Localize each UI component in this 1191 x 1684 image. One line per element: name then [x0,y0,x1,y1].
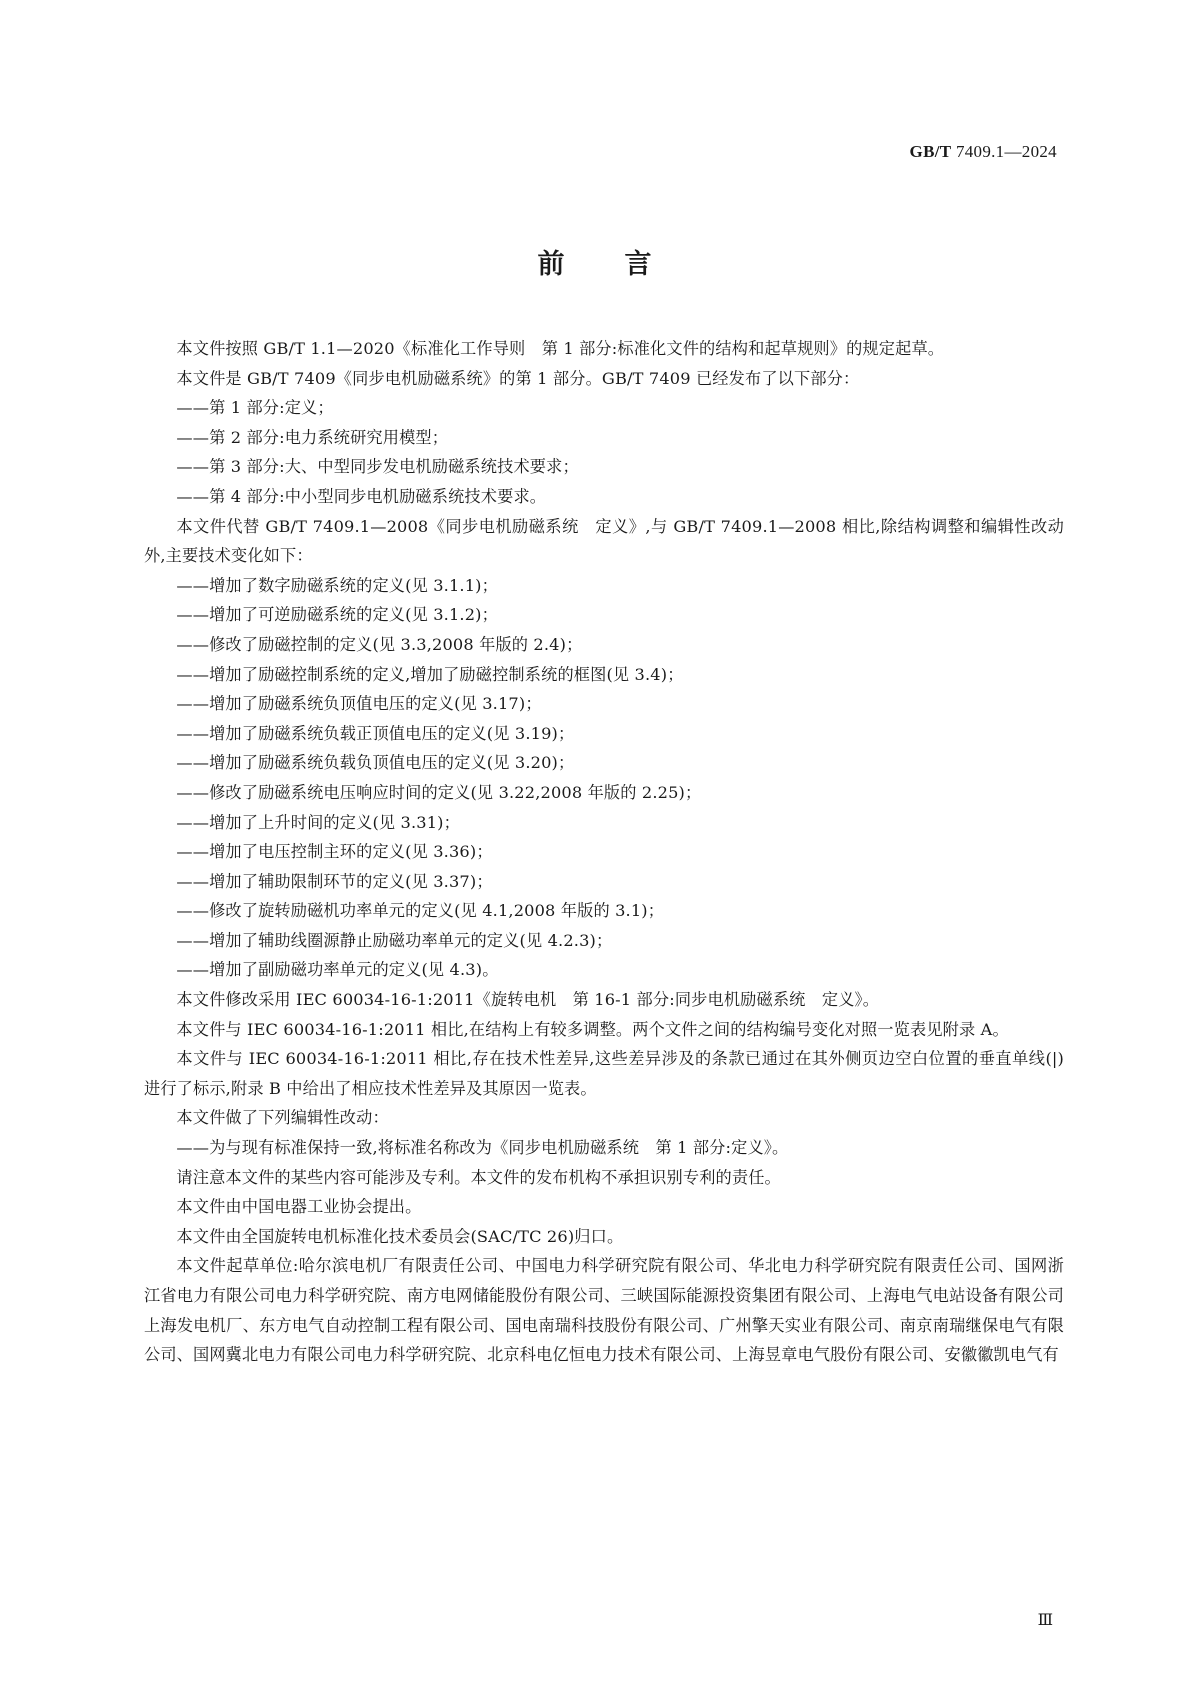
page-number: Ⅲ [1037,1612,1053,1629]
list-item: ——增加了辅助线圈源静止励磁功率单元的定义(见 4.2.3)； [176,930,613,950]
list-item: ——第 2 部分:电力系统研究用模型； [176,427,449,447]
page-title [0,242,1191,281]
list-item: ——增加了副励磁功率单元的定义(见 4.3)。 [176,960,499,980]
list-item: ——第 1 部分:定义； [176,398,334,418]
list-item: ——增加了辅助限制环节的定义(见 3.37)； [176,871,493,891]
list-item: ——增加了电压控制主环的定义(见 3.36)； [176,842,493,862]
paragraph: 本文件代替 GB/T 7409.1—2008《同步电机励磁系统 定义》,与 GB/T 7409.1—2008 相比,除结构调整和编辑性改动外,主要技术变化如下： [144,516,1064,566]
list-item: ——修改了励磁系统电压响应时间的定义(见 3.22,2008 年版的 2.25)； [176,782,702,802]
paragraph: 本文件与 IEC 60034-16-1:2011 相比,存在技术性差异,这些差异涉及的条款已通过在其外侧页边空白位置的垂直单线(|)进行了标示,附录 B 中给出了相应技术性差异及其原因一览表。 [144,1049,1064,1098]
paragraph: 本文件由全国旋转电机标准化技术委员会(SAC/TC 26)归口。 [176,1226,624,1246]
standard-prefix: GB/T [909,142,952,161]
paragraph: 本文件与 IEC 60034-16-1:2011 相比,在结构上有较多调整。两个文件之间的结构编号变化对照一览表见附录 A。 [176,1019,1009,1039]
list-item: ——增加了可逆励磁系统的定义(见 3.1.2)； [176,605,498,625]
list-item: ——增加了励磁系统负顶值电压的定义(见 3.17)； [176,694,542,714]
list-item: ——修改了励磁控制的定义(见 3.3,2008 年版的 2.4)； [176,634,583,654]
paragraph: 本文件做了下列编辑性改动： [176,1108,389,1128]
list-item: ——增加了励磁系统负载正顶值电压的定义(见 3.19)； [176,723,575,743]
paragraph: 本文件按照 GB/T 1.1—2020《标准化工作导则 第 1 部分:标准化文件的结构和起草规则》的规定起草。 [176,339,945,358]
list-item: ——为与现有标准保持一致,将标准名称改为《同步电机励磁系统 第 1 部分:定义》。 [176,1138,789,1158]
standard-number-header [910,142,1057,162]
paragraph: 请注意本文件的某些内容可能涉及专利。本文件的发布机构不承担识别专利的责任。 [176,1167,781,1187]
list-item: ——第 4 部分:中小型同步电机励磁系统技术要求。 [176,486,547,506]
paragraph: 本文件起草单位:哈尔滨电机厂有限责任公司、中国电力科学研究院有限公司、华北电力科学研究院有限责任公司、国网浙江省电力有限公司电力科学研究院、南方电网储能股份有限公司、三峡国际能源投资集团有限公司、上海电气电站设备有限公司上海发电机厂、东方电气自动控制工程有限公司、国电南瑞科技股份有限公司、广州擎天实业有限公司、南京南瑞继保电气有限公司、国网冀北电力有限公司电力科学研究院、北京科电亿恒电力技术有限公司、上海昱章电气股份有限公司、安徽徽凯电气有 [144,1256,1064,1365]
list-item: ——增加了励磁系统负载负顶值电压的定义(见 3.20)； [176,753,575,773]
list-item: ——增加了上升时间的定义(见 3.31)； [176,812,460,832]
paragraph: 本文件由中国电器工业协会提出。 [176,1197,422,1217]
paragraph: 本文件修改采用 IEC 60034-16-1:2011《旋转电机 第 16-1 部分:同步电机励磁系统 定义》。 [176,990,880,1010]
foreword-body [144,334,1064,1370]
list-item: ——增加了励磁控制系统的定义,增加了励磁控制系统的框图(见 3.4)； [176,664,684,684]
list-item: ——修改了旋转励磁机功率单元的定义(见 4.1,2008 年版的 3.1)； [176,901,665,921]
standard-number: 7409.1—2024 [955,142,1057,161]
list-item: ——第 3 部分:大、中型同步发电机励磁系统技术要求； [176,457,579,477]
title-char-1: 前 [537,249,567,280]
paragraph: 本文件是 GB/T 7409《同步电机励磁系统》的第 1 部分。GB/T 7409 已经发布了以下部分： [176,368,860,388]
list-item: ——增加了数字励磁系统的定义(见 3.1.1)； [176,575,498,595]
title-char-2: 言 [624,249,654,280]
